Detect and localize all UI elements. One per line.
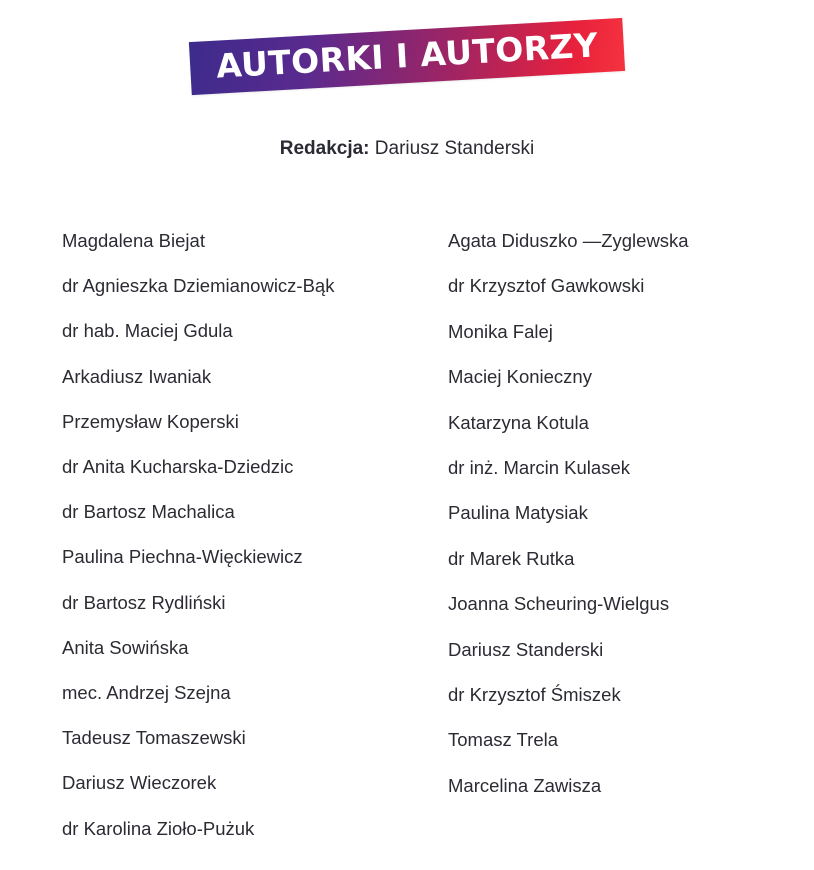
author-name: mec. Andrzej Szejna bbox=[62, 682, 231, 704]
title-banner bbox=[189, 18, 626, 95]
author-name: Monika Falej bbox=[448, 320, 553, 342]
author-name: Dariusz Wieczorek bbox=[62, 772, 217, 794]
editorial-credit bbox=[0, 138, 814, 160]
author-name: Dariusz Standerski bbox=[448, 638, 604, 660]
author-name: Agata Diduszko —Zyglewska bbox=[448, 230, 689, 251]
author-name: Maciej Konieczny bbox=[448, 366, 592, 388]
page-title: AUTORKI I AUTORZY bbox=[214, 25, 599, 86]
author-name: Paulina Piechna-Więckiewicz bbox=[62, 546, 303, 568]
title-banner-container bbox=[0, 25, 814, 86]
authors-columns bbox=[0, 218, 814, 851]
author-name: Katarzyna Kotula bbox=[448, 411, 589, 433]
author-name: dr Agnieszka Dziemianowicz-Bąk bbox=[62, 275, 335, 297]
author-name: dr inż. Marcin Kulasek bbox=[448, 457, 630, 479]
author-name: dr Krzysztof Śmiszek bbox=[448, 684, 621, 706]
author-name: Magdalena Biejat bbox=[62, 230, 205, 251]
author-name: Marcelina Zawisza bbox=[448, 774, 602, 796]
author-name: dr Anita Kucharska-Dziedzic bbox=[62, 456, 294, 478]
author-name: dr Karolina Zioło-Pużuk bbox=[62, 817, 255, 839]
author-name: Paulina Matysiak bbox=[448, 502, 588, 524]
author-name: dr Marek Rutka bbox=[448, 547, 575, 569]
author-name: dr hab. Maciej Gdula bbox=[62, 320, 233, 342]
authors-column-left bbox=[0, 218, 386, 851]
author-name: dr Krzysztof Gawkowski bbox=[448, 275, 645, 297]
author-name: dr Bartosz Rydliński bbox=[62, 591, 226, 613]
authors-column-right bbox=[386, 218, 814, 851]
editorial-label: Redakcja: bbox=[279, 138, 370, 159]
author-name: Arkadiusz Iwaniak bbox=[62, 365, 212, 387]
editorial-name: Dariusz Standerski bbox=[369, 138, 535, 159]
author-name: Joanna Scheuring-Wielgus bbox=[448, 593, 670, 615]
author-name: Tomasz Trela bbox=[448, 729, 559, 751]
author-name: dr Bartosz Machalica bbox=[62, 501, 235, 523]
author-name: Anita Sowińska bbox=[62, 636, 189, 658]
author-name: Przemysław Koperski bbox=[62, 410, 239, 432]
author-name: Tadeusz Tomaszewski bbox=[62, 727, 246, 749]
